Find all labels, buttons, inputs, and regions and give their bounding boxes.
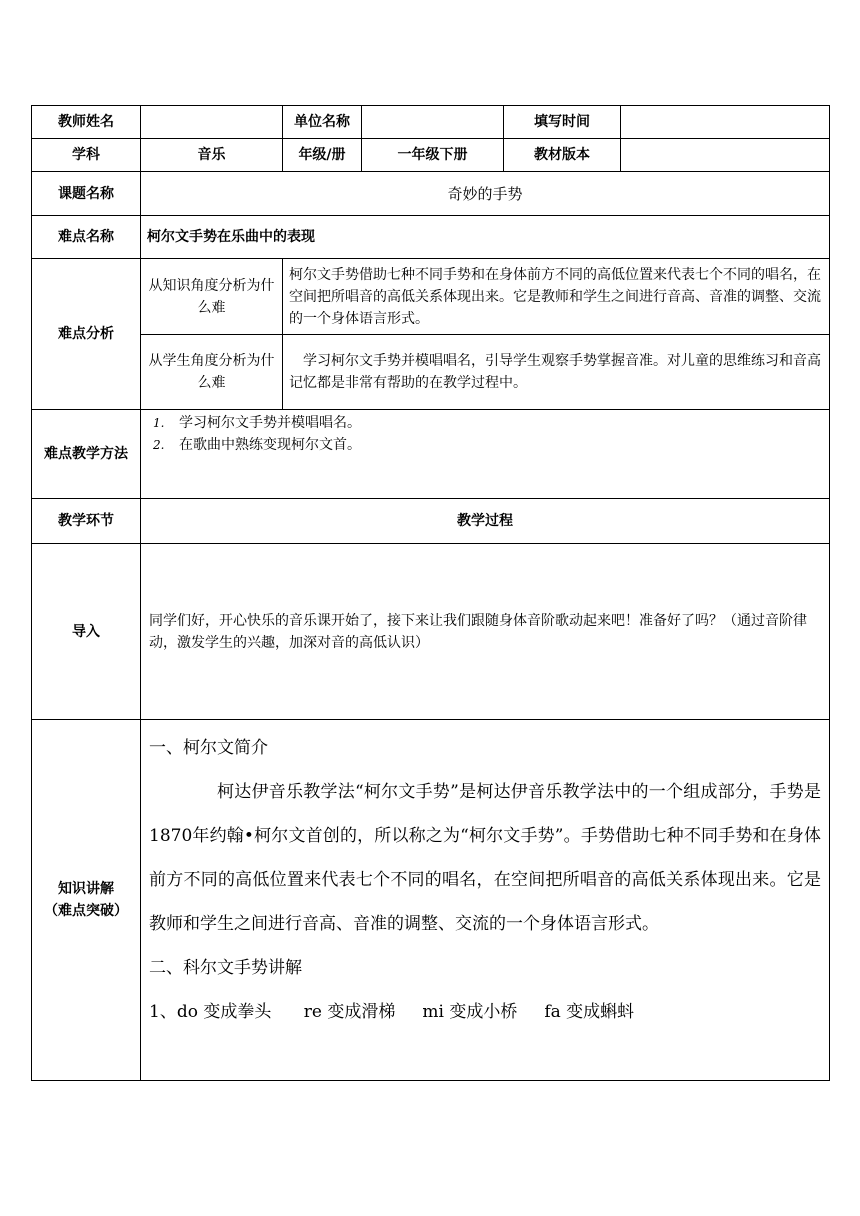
list-item-number: 1. <box>153 416 165 430</box>
analysis-label: 难点分析 <box>32 259 141 410</box>
analysis-row-student <box>32 335 830 410</box>
gestures-line: 1、do 变成拳头 re 变成滑梯 mi 变成小桥 fa 变成蝌蚪 <box>149 1002 635 1022</box>
process-label: 教学过程 <box>141 499 830 544</box>
subject-label: 学科 <box>32 139 141 172</box>
header-row <box>32 106 830 139</box>
list-item-text: 学习柯尔文手势并模唱唱名。 <box>179 415 361 431</box>
section-heading-intro: 一、柯尔文简介 <box>149 738 268 758</box>
analysis-row-knowledge <box>32 259 830 335</box>
grade-value: 一年级下册 <box>362 139 504 172</box>
methods-row <box>32 410 830 499</box>
methods-label: 难点教学方法 <box>32 410 141 499</box>
lesson-plan-table <box>31 105 830 1081</box>
teacher-name-value <box>141 106 283 139</box>
edition-value <box>621 139 830 172</box>
unit-name-value <box>362 106 504 139</box>
kodaly-paragraph: 柯达伊音乐教学法“柯尔文手势”是柯达伊音乐教学法中的一个组成部分，手势是1870年约翰•柯尔文首创的，所以称之为“柯尔文手势”。手势借助七种不同手势和在身体前方不同的高低位置来代表七个不同的唱名，在空间把所唱音的高低关系体现出来。它是教师和学生之间进行音高、音准的调整、交流的一个身体语言形式。 <box>149 782 821 934</box>
list-item <box>147 412 823 434</box>
intro-text: 同学们好，开心快乐的音乐课开始了，接下来让我们跟随身体音阶歌动起来吧！准备好了吗？（通过音阶律动，激发学生的兴趣，加深对音的高低认识） <box>141 544 830 720</box>
grade-label: 年级/册 <box>283 139 362 172</box>
intro-row <box>32 544 830 720</box>
knowledge-label-line1: 知识讲解 <box>58 881 114 897</box>
knowledge-row <box>32 720 830 1081</box>
topic-row <box>32 172 830 216</box>
subject-row <box>32 139 830 172</box>
edition-label: 教材版本 <box>504 139 621 172</box>
knowledge-angle-label: 从知识角度分析为什么难 <box>141 259 283 335</box>
knowledge-angle-text: 柯尔文手势借助七种不同手势和在身体前方不同的高低位置来代表七个不同的唱名，在空间把所唱音的高低关系体现出来。它是教师和学生之间进行音高、音准的调整、交流的一个身体语言形式。 <box>283 259 830 335</box>
knowledge-content <box>141 720 830 1081</box>
student-angle-label: 从学生角度分析为什么难 <box>141 335 283 410</box>
unit-name-label: 单位名称 <box>283 106 362 139</box>
teacher-name-label: 教师姓名 <box>32 106 141 139</box>
student-angle-text: 学习柯尔文手势并模唱唱名，引导学生观察手势掌握音准。对儿童的思维练习和音高记忆都是非常有帮助的在教学过程中。 <box>283 335 830 410</box>
fill-time-value <box>621 106 830 139</box>
difficulty-label: 难点名称 <box>32 216 141 259</box>
topic-label: 课题名称 <box>32 172 141 216</box>
intro-label: 导入 <box>32 544 141 720</box>
difficulty-value: 柯尔文手势在乐曲中的表现 <box>141 216 830 259</box>
methods-list <box>141 410 830 499</box>
subject-value: 音乐 <box>141 139 283 172</box>
list-item-text: 在歌曲中熟练变现柯尔文首。 <box>179 437 361 453</box>
list-item-number: 2. <box>153 438 165 452</box>
stage-label: 教学环节 <box>32 499 141 544</box>
topic-value: 奇妙的手势 <box>141 172 830 216</box>
list-item <box>147 434 823 456</box>
process-header-row <box>32 499 830 544</box>
knowledge-label <box>32 720 141 1081</box>
fill-time-label: 填写时间 <box>504 106 621 139</box>
knowledge-label-line2: （难点突破） <box>44 903 128 919</box>
section-heading-gestures: 二、科尔文手势讲解 <box>149 958 302 978</box>
difficulty-row <box>32 216 830 259</box>
